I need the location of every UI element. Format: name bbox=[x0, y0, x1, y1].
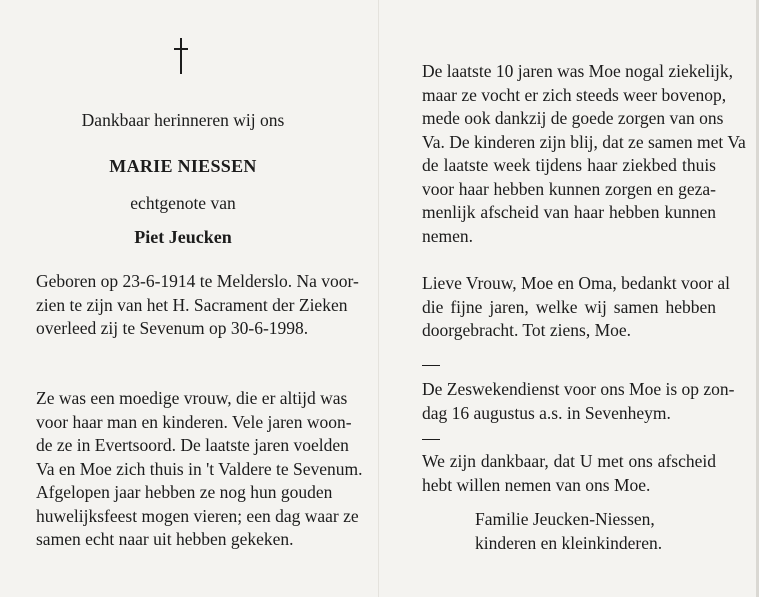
text-line: doorgebracht. Tot ziens, Moe. bbox=[422, 320, 632, 340]
birth-paragraph bbox=[36, 270, 359, 341]
text-line: Lieve Vrouw, Moe en Oma, bedankt voor al bbox=[422, 273, 731, 293]
text-line: Va en Moe zich thuis in 't Valdere te Sevenum. bbox=[36, 458, 363, 479]
text-line: Va. De kinderen zijn blij, dat ze samen met Va bbox=[422, 131, 746, 152]
spouse-name: Piet Jeucken bbox=[134, 227, 232, 247]
text-line: maar ze vocht er zich steeds weer bovenop, bbox=[422, 84, 727, 105]
life-paragraph bbox=[36, 387, 363, 552]
divider bbox=[422, 365, 440, 366]
cross-icon bbox=[174, 38, 188, 74]
text-line: We zijn dankbaar, dat U met ons afscheid bbox=[422, 451, 716, 471]
spouse-prefix: echtgenote van bbox=[130, 193, 236, 213]
text-line: zien te zijn van het H. Sacrament der Zieken bbox=[36, 294, 348, 315]
thanks-paragraph bbox=[422, 272, 731, 343]
text-line: Ze was een moedige vrouw, die er altijd was bbox=[36, 388, 348, 408]
text-line: De laatste 10 jaren was Moe nogal ziekelijk, bbox=[422, 61, 734, 81]
illness-paragraph bbox=[422, 60, 746, 248]
text-line: dag 16 augustus a.s. in Sevenheym. bbox=[422, 402, 671, 423]
text-line: kinderen en kleinkinderen. bbox=[475, 532, 663, 553]
text-line: overleed zij te Sevenum op 30-6-1998. bbox=[36, 318, 309, 338]
text-line: die fijne jaren, welke wij samen hebben bbox=[422, 296, 716, 317]
text-line: voor haar man en kinderen. Vele jaren woon- bbox=[36, 411, 352, 432]
text-line: huwelijksfeest mogen vieren; een dag waar ze bbox=[36, 505, 359, 526]
gratitude-paragraph bbox=[422, 450, 716, 497]
text-line: Afgelopen jaar hebben ze nog hun gouden bbox=[36, 482, 333, 502]
intro-text: Dankbaar herinneren wij ons bbox=[81, 110, 285, 130]
text-line: Familie Jeucken-Niessen, bbox=[475, 509, 655, 529]
text-line: de ze in Evertsoord. De laatste jaren voelden bbox=[36, 435, 349, 455]
text-line: nemen. bbox=[422, 225, 474, 246]
text-line: De Zeswekendienst voor ons Moe is op zon- bbox=[422, 379, 735, 399]
text-line: voor haar hebben kunnen zorgen en geza- bbox=[422, 178, 716, 199]
card-fold bbox=[378, 0, 379, 597]
text-line: de laatste week tijdens haar ziekbed thuis bbox=[422, 155, 716, 175]
deceased-name: MARIE NIESSEN bbox=[109, 156, 257, 176]
text-line: hebt willen nemen van ons Moe. bbox=[422, 474, 651, 495]
service-paragraph bbox=[422, 378, 735, 425]
family-signature bbox=[475, 508, 662, 555]
text-line: Geboren op 23-6-1914 te Melderslo. Na voor- bbox=[36, 271, 359, 291]
text-line: mede ook dankzij de goede zorgen van ons bbox=[422, 108, 724, 128]
divider bbox=[422, 439, 440, 440]
text-line: samen echt naar uit hebben gekeken. bbox=[36, 529, 294, 549]
text-line: menlijk afscheid van haar hebben kunnen bbox=[422, 202, 716, 222]
